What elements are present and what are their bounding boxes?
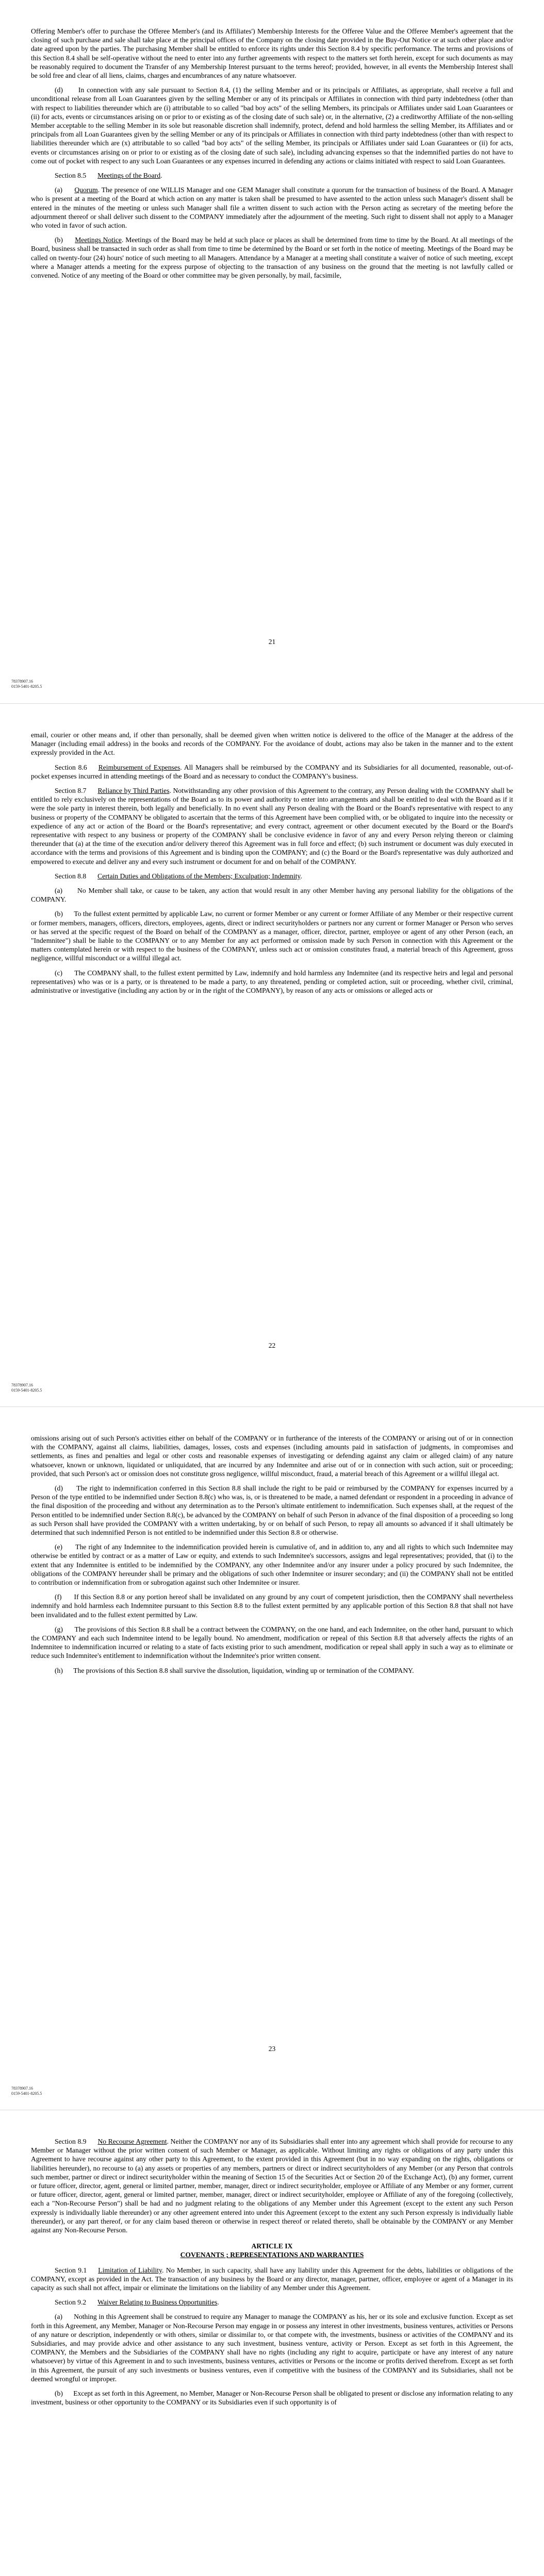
page-number: 23 — [268, 2045, 276, 2053]
section-title: No Recourse Agreement — [97, 2138, 167, 2145]
section-number: Section 8.7 — [55, 787, 87, 795]
section-text: . — [217, 2298, 219, 2307]
section-number: Section 8.5 — [55, 172, 87, 180]
section-paragraph — [31, 2266, 513, 2293]
paragraph: email, courier or other means and, if other than personally, shall be deemed given when written notice is delivered to the office of the Manager at the address of the Manager (including email address) in the books and records of the COMPANY. For the avoidance of doubt, actions may also be taken in the manner and to the extent expressly provided in the Act. — [31, 731, 513, 757]
paragraph: (e) The right of any Indemnitee to the indemnification provided herein is cumulative of, and in addition to, any and all rights to which such Indemnitee may otherwise be entitled by contract or as a matter of Law or equity, and extends to such Indemnitee's successors, assigns and legal representatives; provided, that (i) to the extent that any Indemnitee is entitled to be indemnified by the COMPANY, any other Indemnitee and/or any insurer under a policy procured by such Indemnitee, the obligations of the COMPANY hereunder shall be primary and the obligations of such other Indemnitee or insurer secondary; and (ii) the COMPANY shall not be entitled to contribution or indemnification from or subrogation against such other Indemnitee or insurer. — [31, 1543, 513, 1587]
section-text: . All Managers shall be reimbursed by the COMPANY and its Subsidiaries for all documented, reasonable, out-of-pocket expenses incurred in attending meetings of the Board and as necessary to conduct the COMPANY's business. — [31, 763, 514, 780]
document-page — [0, 2110, 544, 2576]
section-number: Section 8.9 — [55, 2138, 87, 2145]
paragraph: (d) The right to indemnification conferred in this Section 8.8 shall include the right to be paid or reimbursed by the COMPANY for expenses incurred by a Person of the type entitled to be indemnified under Section 8.8(c) who was, is, or is threatened to be made, a named defendant or respondent in a proceeding in advance of the final disposition of the proceeding and without any determination as to the Person's ultimate entitlement to indemnification. Such expenses shall, at the request of the Person entitled to be indemnified under Section 8.8(c), be advanced by the COMPANY on behalf of such Person in advance of the final disposition of a proceeding so long as such Person shall have provided the COMPANY with a written undertaking, by or on behalf of such Person, to repay all amounts so advanced if it shall ultimately be determined that such indemnified Person is not entitled to be indemnified under this Section 8.8 or otherwise. — [31, 1484, 513, 1537]
section-number: Section 8.6 — [55, 763, 87, 771]
paragraph-label: (a) — [55, 186, 75, 194]
section-paragraph — [31, 872, 513, 880]
document-page — [0, 1406, 544, 2110]
section-paragraph — [31, 2298, 513, 2307]
article-heading — [31, 2242, 513, 2259]
paragraph-text: . Meetings of the Board may be held at such place or places as shall be determined from time to time by the Board. At all meetings of the Board, business shall be transacted in such order as shall from time to time be determined by the Board or set forth in the notice of meeting. Meetings of the Board may be called on twenty-four (24) hours' notice of such meeting to all Managers. Attendance by a Manager at a meeting shall constitute a waiver of notice of such meeting, except where a Manager attends a meeting for the express purpose of objecting to the transaction of any business on the ground that the meeting is not lawfully called or convened. Notice of any meeting of the Board or other committee may be given personally, by mail, facsimile, — [31, 236, 513, 280]
section-title: Reimbursement of Expenses — [98, 763, 180, 771]
paragraph-caption: Meetings Notice — [75, 236, 122, 244]
section-paragraph — [31, 763, 513, 781]
paragraph: Offering Member's offer to purchase the Offeree Member's (and its Affiliates') Membership Interests for the Offeree Value and the Offeree Member's agreement that the closing of such purchase and sale shall take place at the principal offices of the Company on the closing date provided in the Buy-Out Notice or at such other place and/or date agreed upon by the parties. The purchasing Member shall be entitled to enforce its rights under this Section 8.4 by specific performance. The terms and provisions of this Section 8.4 shall be self-operative without the need to enter into any further agreements with respect to the matters set forth herein, except for such documents as may be reasonably required to document the Transfer of any Membership Interest pursuant to the terms hereof; provided, however, in all events the Membership Interest shall be sold free and clear of all liens, claims, charges and encumbrances of any nature whatsoever. — [31, 27, 513, 80]
section-title: Limitation of Liability — [98, 2266, 162, 2274]
paragraph: (a) Nothing in this Agreement shall be construed to require any Manager to manage the COMPANY as his, her or its sole and exclusive function. Except as set forth in this Agreement, any Member, Manager or Non-Recourse Person may engage in or possess any interest in other investments, business ventures, activities or Persons of any nature or description, independently or with others, similar or dissimilar to, or that compete with, the investments, business or activities of the COMPANY and its Subsidiaries, and may provide advice and other assistance to any such investment, business venture, activity or Person. Except as set forth in this Agreement, the COMPANY, the Members and the Subsidiaries of the COMPANY shall have no rights (including any right to acquire, participate or have any interest of any nature whatsoever) by virtue of this Agreement in and to such investments, business ventures, activities or Persons or the income or profits derived therefrom. Except as set forth in this Agreement, the pursuit of any such investments or business ventures, even if competitive with the business of the COMPANY and its Subsidiaries, shall not be deemed wrongful or improper. — [31, 2313, 513, 2383]
paragraph: (c) The COMPANY shall, to the fullest extent permitted by Law, indemnify and hold harmless any Indemnitee (and its respective heirs and legal and personal representatives) who was or is a party, or is threatened to be made a party, to any threatened, pending or completed action, suit or proceeding, whether civil, criminal, administrative or investigative (including any action by or in the right of the COMPANY), by reason of any acts or omissions or alleged acts or — [31, 969, 513, 995]
paragraph-text: . The presence of one WILLIS Manager and one GEM Manager shall constitute a quorum for the transaction of business of the Board. A Manager who is present at a meeting of the Board at which action on any matter is taken shall be presumed to have assented to the action unless such Manager's dissent shall be entered in the minutes of the meeting or unless such Manager shall file a written dissent to such action with the Person acting as secretary of the meeting before the adjournment thereof or shall deliver such dissent to the COMPANY immediately after the adjournment of the meeting. Such right to dissent shall not apply to a Manager who voted in favor of such action. — [31, 186, 513, 230]
section-paragraph — [31, 786, 513, 866]
paragraph-label: (b) — [55, 236, 75, 244]
page-number: 21 — [268, 638, 276, 646]
section-text: . Notwithstanding any other provision of this Agreement to the contrary, any Person dealing with the COMPANY shall be entitled to rely exclusively on the representations of the Board as to its power and authority to enter into arrangements and shall be entitled to deal with the Board as if it were the sole party in interest therein, both legally and beneficially. In no event shall any Person dealing with the Board or the Board's representative with respect to any business or property of the COMPANY be obligated to ascertain that the terms of this Agreement have been complied with, or be obligated to inquire into the necessity or expedience of any act or action of the Board or the Board's representative; and every contract, agreement or other document executed by the Board or the Board's representative with respect to any business or property of the COMPANY shall be conclusive evidence in favor of any and every Person relying thereon or claiming thereunder that (a) at the time of the execution and/or delivery thereof this Agreement was in full force and effect; (b) such instrument or document was duly executed in accordance with the terms and provisions of this Agreement and is binding upon the COMPANY; and (c) the Board or the Board's representative was duly authorized and empowered to execute and deliver any and every such instrument or document for and on behalf of the COMPANY. — [31, 787, 514, 866]
paragraph: omissions arising out of such Person's activities either on behalf of the COMPANY or in furtherance of the interests of the COMPANY or arising out of or in connection with the COMPANY, against all claims, liabilities, damages, losses, costs and expenses (including amounts paid in satisfaction of judgments, in compromises and settlements, as fines and penalties and legal or other costs and reasonable expenses of investigating or defending against any claim or alleged claim) of any nature whatsoever, known or unknown, liquidated or unliquidated, that are incurred by any Indemnitee and arise out of or in connection with such action, suit or proceeding; provided, that such Person's act or omission does not constitute gross negligence, willful misconduct, fraud, a material breach of this Agreement or a willful illegal act. — [31, 1434, 513, 1478]
paragraph: (d) In connection with any sale pursuant to Section 8.4, (1) the selling Member and or its principals or Affiliates, as appropriate, shall receive a full and unconditional release from all Loan Guarantees given by the selling Member or any of its principals or Affiliates in connection with third party indebtedness (other than with respect to liabilities thereunder which are (i) attributable to so called "bad boy acts" of the selling Members, its principals or Affiliates under said Loan Guarantees or (ii) for acts, events or circumstances arising on or prior to or existing as of the closing date of such sale) or, in the alternative, (2) a creditworthy Affiliate of the non-selling Member acceptable to the selling Member in its sole but reasonable discretion shall indemnify, protect, defend and hold harmless the selling Member, its Affiliates and or principals from all Loan Guarantees given by the selling Member or any of its principals or Affiliates in connection with third party indebtedness (other than with respect to liabilities thereunder which are (x) attributable to so called "bad boy acts" of the selling Member, its principals or Affiliates under said Loan Guarantees or (ii) for acts, events or circumstances arising on or prior to or existing as of the closing date of such sale), including advancing expenses so that the indemnified parties do not have to come out of pocket with respect to any such Loan Guarantees or any expenses incurred in defending any actions or claims initiated with respect to said Loan Guarantees. — [31, 86, 513, 165]
paragraph: (g) The provisions of this Section 8.8 shall be a contract between the COMPANY, on the one hand, and each Indemnitee, on the other hand, pursuant to which the COMPANY and each such Indemnitee intend to be legally bound. No amendment, modification or repeal of this Section 8.8 that adversely affects the rights of an Indemnitee to indemnification incurred or relating to a state of facts existing prior to such amendment, modification or repeal shall apply in such a way as to eliminate or reduce such Indemnitee's entitlement to indemnification without the Indemnitee's prior written consent. — [31, 1625, 513, 1660]
section-text: . — [300, 872, 302, 880]
section-paragraph — [31, 171, 513, 180]
paragraph-caption: Quorum — [74, 186, 98, 194]
paragraph: (b) Except as set forth in this Agreement, no Member, Manager or Non-Recourse Person shall be obligated to present or disclose any information relating to any investment, business or other opportunity to the COMPANY or its Subsidiaries even if such opportunity is of — [31, 2389, 513, 2406]
document-id-line: 78378907.16 — [11, 1383, 33, 1387]
section-number: Section 9.1 — [55, 2266, 87, 2274]
section-text: . — [160, 172, 162, 180]
page-number: 22 — [268, 1342, 276, 1349]
paragraph: (h) The provisions of this Section 8.8 shall survive the dissolution, liquidation, winding up or termination of the COMPANY. — [55, 1666, 414, 1674]
document-id-line: 78378907.16 — [11, 2086, 33, 2091]
paragraph: (f) If this Section 8.8 or any portion hereof shall be invalidated on any ground by any court of competent jurisdiction, then the COMPANY shall nevertheless indemnify and hold harmless each Indemnitee pursuant to this Section 8.8 to the fullest extent permitted by any applicable portion of this Section 8.8 that shall not have been invalidated and to the fullest extent permitted by Law. — [31, 1593, 513, 1619]
article-heading-line: COVENANTS ; REPRESENTATIONS AND WARRANTIES — [180, 2251, 364, 2259]
section-number: Section 9.2 — [55, 2298, 87, 2307]
paragraph — [31, 185, 513, 230]
section-title: Certain Duties and Obligations of the Members; Exculpation; Indemnity — [97, 872, 301, 880]
section-title: Reliance by Third Parties — [97, 787, 170, 795]
section-number: Section 8.8 — [55, 872, 87, 880]
section-text: . No Member, in such capacity, shall have any liability under this Agreement for the debts, liabilities or obligations of the COMPANY, except as provided in the Act. The transaction of any business by the Board or any director, manager, partner, officer, employee or agent of a Manager in its capacity as such shall not affect, impair or eliminate the limitations on the liability of any Member under this Agreement. — [31, 2266, 513, 2292]
document-id-line: 0159-5401-8205.5 — [11, 684, 42, 689]
document-id-line: 0159-5401-8205.5 — [11, 1388, 42, 1393]
document-page — [0, 703, 544, 1406]
section-text: . Neither the COMPANY nor any of its Subsidiaries shall enter into any agreement which shall provide for recourse to any Member or Manager without the prior written consent of such Member or Manager, as applicable. Without limiting any rights or obligations of any party under this Agreement to have recourse against any other party to this Agreement, to the extent provided in this Agreement (but in no way expanding on the rights, obligations or liabilities hereunder), no recourse to (a) any assets or properties of any members, partners or direct or indirect securityholders of any Member (or any Person that controls such member, partner or direct or indirect securityholder within the meaning of Section 15 of the Securities Act or Section 20 of the Exchange Act), (b) any former, current or future officer, director, agent, general or limited partner, member, manager, direct or indirect securityholder, employee or Affiliate of any Member or any former, current or future officer, director, agent, general or limited partner, member, manager, direct or indirect securityholder, employee or Affiliate of any of the foregoing (collectively, each a "Non-Recourse Person") shall be had and no judgment relating to the obligations of any Member under this Agreement (except to the extent any such Person expressly is individually liable thereunder) or any other agreement entered into under this Agreement (except to the extent any such Person expressly is individually liable thereunder), or any part thereof, or for any claim based thereon or otherwise in respect thereof or related thereto, shall be obtainable by the COMPANY or any Member against any Non-Recourse Person. — [31, 2138, 513, 2234]
document-id-line: 78378907.16 — [11, 679, 33, 684]
document-page — [0, 0, 544, 703]
section-title: Meetings of the Board — [97, 172, 161, 180]
paragraph: (b) To the fullest extent permitted by applicable Law, no current or former Member or any current or former Affiliate of any Member or their respective current or former members, managers, officers, directors, employees, agents, direct or indirect securityholders or partners nor any current or former Manager or Person who serves or has served at the specific request of the Board on behalf of the COMPANY as a manager, officer, director, partner, employee or agent of any other Person (each, an "Indemnitee") shall be liable to the COMPANY or to any Member for any act performed or omission made by such Person in connection with this Agreement or the matters contemplated herein or with respect to the business of the COMPANY, unless such act or omission constitutes fraud, a material breach of this Agreement, gross negligence, willful misconduct or a willful illegal act. — [31, 910, 513, 962]
paragraph — [31, 235, 513, 280]
document-id-line: 0159-5401-8205.5 — [11, 2091, 42, 2096]
document-id — [11, 2086, 42, 2096]
section-title: Waiver Relating to Business Opportunities — [97, 2298, 218, 2307]
document-id — [11, 1383, 42, 1393]
document-id — [11, 679, 42, 689]
paragraph: (a) No Member shall take, or cause to be taken, any action that would result in any other Member having any personal liability for the obligations of the COMPANY. — [31, 887, 513, 904]
article-heading-line: ARTICLE IX — [251, 2242, 293, 2250]
section-paragraph — [31, 2137, 513, 2234]
